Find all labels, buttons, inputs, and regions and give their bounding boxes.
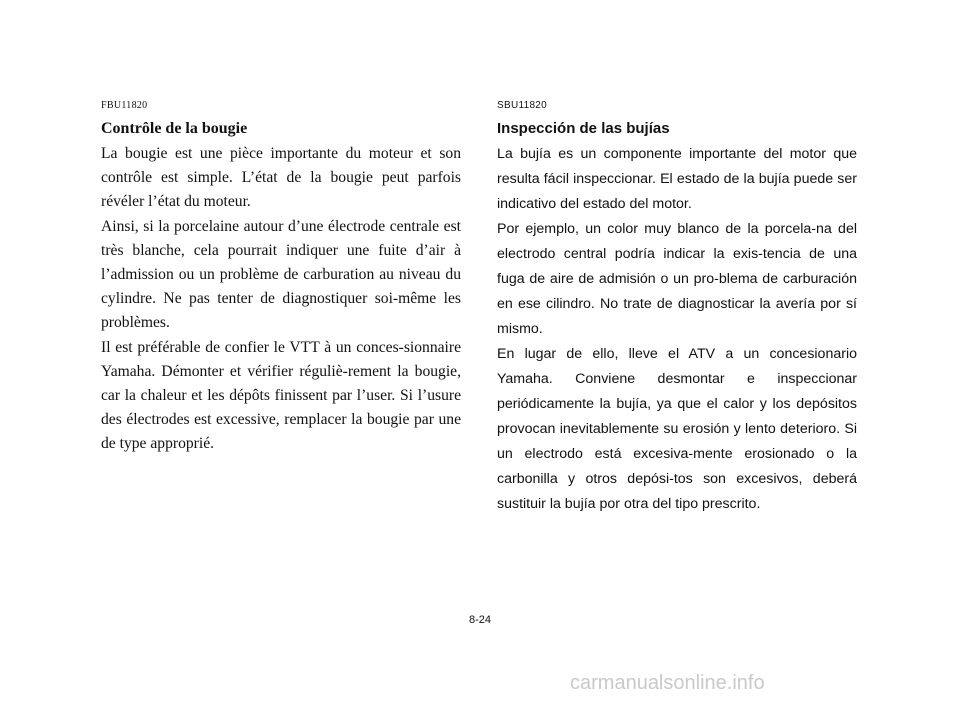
section-code: FBU11820: [101, 100, 148, 111]
paragraph: La bougie est une pièce importante du moteur et son contrôle est simple. L’état de la bougie peut parfois révéler l’état du moteur.: [101, 145, 461, 211]
section-heading: Contrôle de la bougie: [101, 120, 248, 137]
paragraph: Il est préférable de confier le VTT à un conces-sionnaire Yamaha. Démonter et vérifier réguliè-rement la bougie, car la chaleur et les dépôts finissent par l’user. Si l’usure des électrodes est excessive, remplacer la bougie par une de type approprié.: [101, 338, 461, 453]
section-heading: Inspección de las bujías: [497, 120, 670, 137]
spanish-column: [497, 100, 857, 517]
section-code: SBU11820: [497, 100, 548, 111]
paragraph: Por ejemplo, un color muy blanco de la porcela-na del electrodo central podría indicar la exis-tencia de una fuga de aire de admisión o un pro-blema de carburación en ese cilindro. No trate de diagnosticar la avería por sí mismo.: [497, 221, 857, 337]
french-column: [101, 100, 461, 457]
paragraph: Ainsi, si la porcelaine autour d’une électrode centrale est très blanche, cela pourrait indiquer une fuite d’air à l’admission ou un problème de carburation au niveau du cylindre. Ne pas tenter de diagnostiquer soi-même les problèmes.: [101, 217, 461, 332]
page-number: 8-24: [468, 614, 492, 626]
paragraph: La bujía es un componente importante del motor que resulta fácil inspeccionar. El estado de la bujía puede ser indicativo del estado del motor.: [497, 146, 857, 212]
watermark: carmanualsonline.info: [570, 672, 765, 694]
paragraph: En lugar de ello, lleve el ATV a un concesionario Yamaha. Conviene desmontar e inspeccionar periódicamente la bujía, ya que el calor y los depósitos provocan inevitablemente su erosión y lento deterioro. Si un electrodo está excesiva-mente erosionado o la carbonilla y otros depósi-tos son excesivos, deberá sustituir la bujía por otra del tipo prescrito.: [497, 346, 857, 512]
